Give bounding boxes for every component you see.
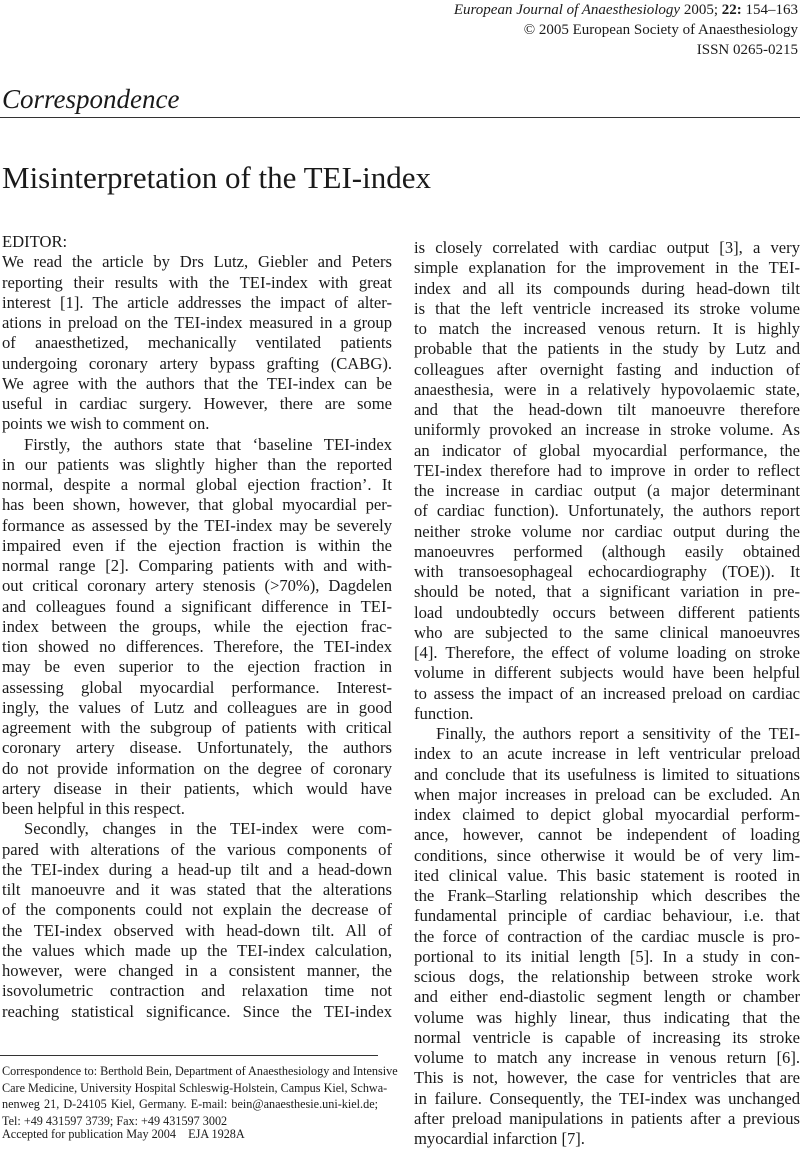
text-line: of the components could not explain the decrease of [2,900,392,920]
text-line: volume was highly linear, thus indicating that the [414,1007,800,1027]
text-line: pared with alterations of the various components of [2,839,392,859]
text-line: may be even superior to the ejection fraction in [2,657,392,677]
text-line: an indicator of global myocardial performance, the [414,440,800,460]
text-line: volume to match any increase in venous return [6]. [414,1048,800,1067]
text-line: ingly, the values of Lutz and colleagues are in good [2,697,392,717]
text-line: volume in different subjects would have been helpful [414,663,800,683]
text-line: should be noted, that a significant variation in pre- [414,582,800,602]
section-divider [0,117,800,118]
text-line: ited clinical value. This basic statement is rooted in [414,865,800,885]
text-line: the values which made up the TEI-index calculation, [2,940,392,960]
accepted-date: Accepted for publication May 2004 [2,1127,176,1141]
text-line: [4]. Therefore, the effect of volume loading on stroke [414,643,800,662]
footnote-line: Tel: +49 431597 3739; Fax: +49 431597 3002 [2,1113,228,1128]
text-line: We agree with the authors that the TEI-index can be [2,373,392,393]
text-line: in our patients was slightly higher than the reported [2,454,392,474]
text-line: TEI-index therefore had to improve in order to reflect [414,460,800,480]
pages: 154–163 [745,2,798,18]
text-line: is that the left ventricle increased its stroke volume [414,298,800,318]
text-line: scious dogs, the relationship between stroke work [414,967,800,986]
text-line: isovolumetric contraction and relaxation time not [2,981,392,1001]
text-line: impaired even if the ejection fraction is within the [2,535,392,555]
text-line: tion showed no differences. Therefore, the TEI-index [2,637,392,656]
article-title: Misinterpretation of the TEI-index [2,160,432,195]
text-line: normal, despite a normal global ejection fraction’. It [2,475,392,494]
paragraph [2,435,392,820]
text-line: Secondly, changes in the TEI-index were com- [24,819,392,839]
text-line: fundamental principle of cardiac behaviour, i.e. that [414,906,800,926]
text-line: do not provide information on the degree of coronary [2,758,392,778]
text-line: index and all its compounds during head-down tilt [414,278,800,298]
footnote-line: Correspondence to: Berthold Bein, Department of Anaesthesiology and Intensive [2,1064,398,1078]
text-line: of cardiac function). Unfortunately, the authors report [414,501,800,521]
text-line: manoeuvres performed (although easily obtained [414,541,800,561]
text-line: uniformly provoked an increase in stroke volume. As [414,420,800,440]
text-line: undergoing coronary artery bypass grafting (CABG). [2,353,392,373]
text-line: reporting their results with the TEI-index with great [2,272,392,292]
footnote-line: nenweg 21, D-24105 Kiel, Germany. E-mail: bein@anaesthesie.uni-kiel.de; [2,1097,378,1111]
paragraph [414,238,800,724]
text-line: assessing global myocardial performance. Interest- [2,677,392,697]
paragraph [414,724,800,1149]
text-line: in failure. Consequently, the TEI-index was unchanged [414,1088,800,1108]
text-line: the TEI-index during a head-up tilt and a head-down [2,859,392,879]
text-line: normal range [2]. Comparing patients with and with- [2,556,392,575]
text-line: function. [414,703,474,723]
paragraph [2,232,392,252]
text-line: tilt manoeuvre and it was stated that the alterations [2,880,392,899]
text-line: normal ventricle is capable of increasing its stroke [414,1027,800,1047]
footnote-divider [0,1055,378,1056]
copyright: © 2005 European Society of Anaesthesiology [523,22,798,38]
text-line: has been shown, however, that global myocardial per- [2,495,392,515]
text-line: coronary artery disease. Unfortunately, the authors [2,738,392,758]
text-line: and either end-diastolic segment length or chamber [414,987,800,1007]
text-line: of anaesthetized, mechanically ventilated patients [2,333,392,353]
text-line: reaching statistical significance. Since the TEI-index [2,1001,392,1021]
text-line: conditions, since otherwise it would be of very lim- [414,845,800,865]
text-line: and conclude that its usefulness is limited to situations [414,764,800,784]
paragraph [2,252,392,434]
text-line: Finally, the authors report a sensitivity of the TEI- [436,724,800,743]
text-line: out critical coronary artery stenosis (>70%), Dagdelen [2,576,392,596]
text-line: the TEI-index observed with head-down tilt. All of [2,920,392,940]
text-line: colleagues after overnight fasting and induction of [414,359,800,379]
text-line: with transoesophageal echocardiography (TOE)). It [414,562,800,581]
text-line: This is not, however, the case for ventricles that are [414,1068,800,1088]
text-line: Firstly, the authors state that ‘baseline TEI-index [24,434,392,454]
text-line: and that the head-down tilt manoeuvre therefore [414,400,800,419]
text-line: the force of contraction of the cardiac muscle is pro- [414,926,800,946]
journal-header [454,0,798,60]
text-line: anaesthesia, were in a relatively hypovolaemic state, [414,379,800,399]
text-line: ations in preload on the TEI-index measured in a group [2,313,392,332]
issn: ISSN 0265-0215 [696,42,798,58]
right-column [414,238,800,1149]
text-line: portional to its initial length [5]. In a study in con- [414,946,800,966]
journal-citation [454,0,798,20]
text-line: points we wish to comment on. [2,414,210,434]
text-line: is closely correlated with cardiac output [3], a very [414,238,800,257]
text-line: ance, however, cannot be independent of loading [414,825,800,845]
text-line: to match the increased venous return. It is highly [414,319,800,338]
text-line: index between the groups, while the ejection frac- [2,616,392,636]
paragraph [2,819,392,1022]
article-code: EJA 1928A [188,1127,245,1141]
text-line: useful in cardiac surgery. However, there are some [2,394,392,413]
left-column [2,232,392,1022]
text-line: to assess the impact of an increased preload on cardiac [414,683,800,703]
text-line: the increase in cardiac output (a major determinant [414,481,800,500]
text-line: simple explanation for the improvement in the TEI- [414,258,800,278]
section-heading: Correspondence [2,84,180,114]
text-line: EDITOR: [2,232,68,251]
text-line: neither stroke volume nor cardiac output during the [414,521,800,541]
text-line: after preload manipulations in patients after a previous [414,1108,800,1128]
text-line: We read the article by Drs Lutz, Giebler and Peters [2,252,392,272]
text-line: index to an acute increase in left ventricular preload [414,744,800,764]
text-line: interest [1]. The article addresses the impact of alter- [2,292,392,312]
text-line: when major increases in preload can be excluded. An [414,784,800,804]
text-line: the Frank–Starling relationship which describes the [414,886,800,905]
text-line: load undoubtedly occurs between different patients [414,602,800,622]
text-line: artery disease in their patients, which would have [2,778,392,798]
journal-name: European Journal of Anaesthesiology [453,2,681,18]
text-line: formance as assessed by the TEI-index may be severely [2,515,392,535]
text-line: and colleagues found a significant difference in TEI- [2,596,392,616]
text-line: index claimed to depict global myocardial perform- [414,805,800,824]
text-line: myocardial infarction [7]. [414,1129,585,1148]
text-line: who are subjected to the same clinical manoeuvres [414,622,800,642]
citation-year: 2005; [683,2,718,18]
footnote-line: Care Medicine, University Hospital Schleswig-Holstein, Campus Kiel, Schwa- [2,1080,388,1095]
text-line: been helpful in this respect. [2,799,185,818]
text-line: agreement with the subgroup of patients with critical [2,718,392,737]
text-line: however, were changed in a consistent manner, the [2,961,392,980]
correspondence-footnote [2,1063,398,1129]
volume: 22: [721,2,742,18]
acceptance-note [2,1127,245,1142]
text-line: probable that the patients in the study by Lutz and [414,339,800,359]
